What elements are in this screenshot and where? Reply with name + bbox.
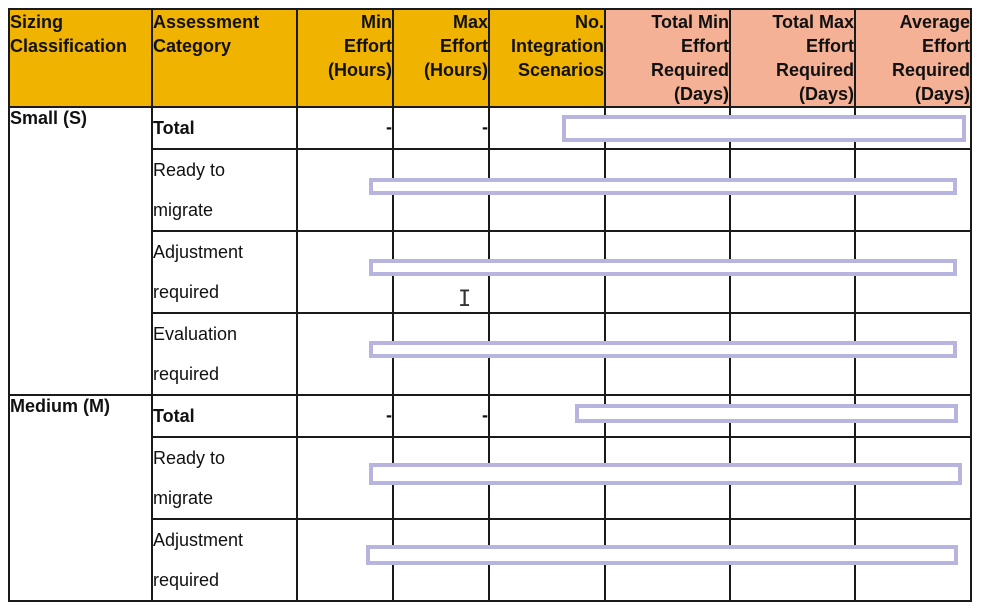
max-effort-cell: -	[393, 107, 489, 149]
header-average-effort	[855, 9, 971, 107]
header-line: Category	[153, 36, 232, 56]
category-line: Ready to	[153, 448, 226, 468]
effort-sizing-table	[8, 8, 972, 602]
header-total-min-effort	[605, 9, 730, 107]
min-effort-cell: -	[297, 107, 393, 149]
min-effort-cell: -	[297, 395, 393, 437]
header-line: Average	[899, 12, 970, 32]
text-cursor-icon: I	[458, 287, 472, 312]
header-line: Total Min	[651, 12, 729, 32]
header-max-effort	[393, 9, 489, 107]
header-line: Max	[452, 12, 488, 32]
redaction-box	[562, 115, 966, 142]
redaction-box	[369, 259, 957, 276]
header-integration-scenarios	[489, 9, 605, 107]
header-line: Sizing	[10, 12, 63, 32]
header-line: Min	[361, 12, 392, 32]
header-line: Effort	[681, 36, 729, 56]
header-line: Required	[891, 60, 970, 80]
category-line: required	[153, 364, 220, 384]
max-effort-cell: -	[393, 395, 489, 437]
category-cell	[152, 519, 297, 601]
category-line: Adjustment	[153, 530, 244, 550]
header-sizing-classification	[9, 9, 152, 107]
header-line: Effort	[344, 36, 392, 56]
header-line: Required	[650, 60, 729, 80]
category-cell: Total	[152, 395, 297, 437]
category-line: required	[153, 570, 220, 590]
redaction-box	[369, 341, 957, 358]
redaction-box	[369, 463, 962, 485]
header-line: Assessment	[153, 12, 260, 32]
category-cell	[152, 313, 297, 395]
header-line: (Hours)	[424, 60, 488, 80]
header-line: Required	[775, 60, 854, 80]
category-cell	[152, 231, 297, 313]
category-cell: Total	[152, 107, 297, 149]
header-line: Effort	[922, 36, 970, 56]
classification-small: Small (S)	[9, 107, 152, 395]
redaction-box	[366, 545, 958, 565]
redaction-box	[369, 178, 957, 195]
header-min-effort	[297, 9, 393, 107]
header-line: Effort	[440, 36, 488, 56]
header-line: No.	[575, 12, 604, 32]
category-cell	[152, 149, 297, 231]
category-cell	[152, 437, 297, 519]
header-assessment-category	[152, 9, 297, 107]
category-line: migrate	[153, 488, 214, 508]
header-line: (Days)	[798, 84, 854, 104]
category-line: Ready to	[153, 160, 226, 180]
redaction-box	[575, 404, 958, 423]
header-line: (Days)	[673, 84, 729, 104]
header-line: Effort	[806, 36, 854, 56]
header-line: (Days)	[914, 84, 970, 104]
category-line: Evaluation	[153, 324, 238, 344]
header-line: Integration	[511, 36, 604, 56]
header-total-max-effort	[730, 9, 855, 107]
header-line: Classification	[10, 36, 128, 56]
category-line: Adjustment	[153, 242, 244, 262]
category-line: migrate	[153, 200, 214, 220]
category-line: required	[153, 282, 220, 302]
header-line: Scenarios	[517, 60, 604, 80]
header-line: (Hours)	[328, 60, 392, 80]
header-line: Total Max	[772, 12, 854, 32]
classification-medium: Medium (M)	[9, 395, 152, 601]
effort-table-container	[8, 8, 972, 602]
